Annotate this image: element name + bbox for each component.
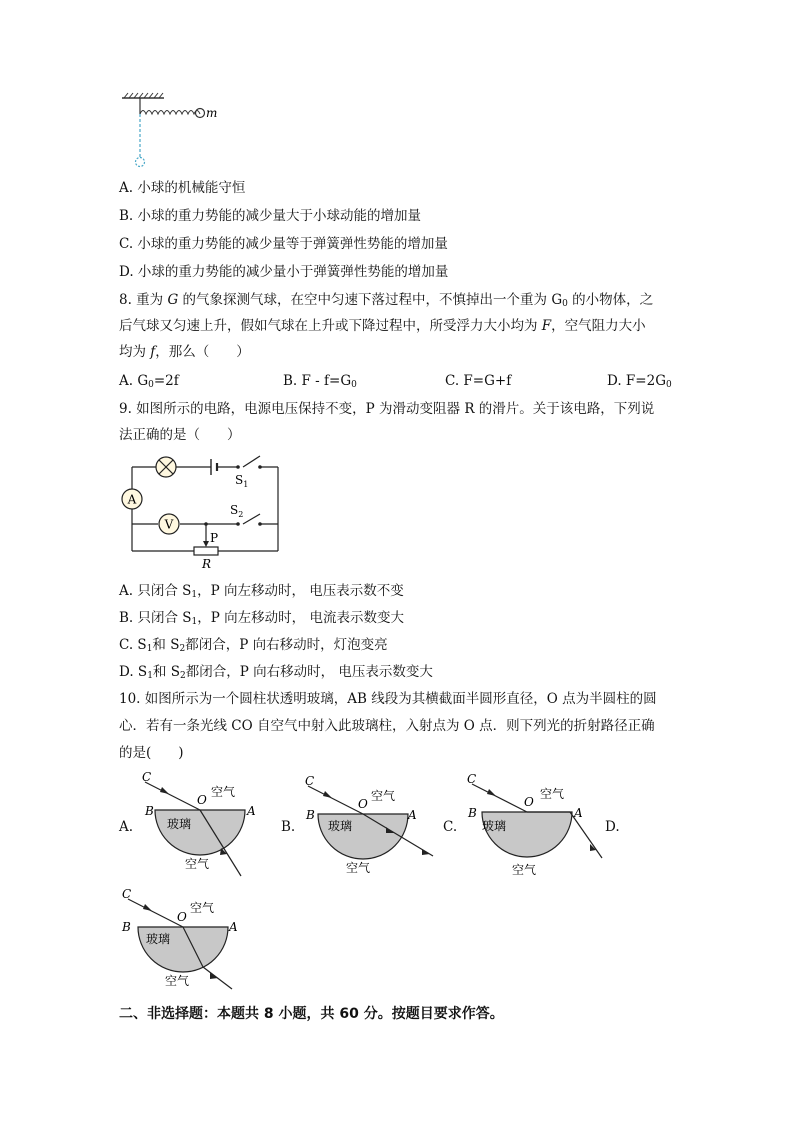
- q8-option-d: D. $F=2G_0$: [607, 373, 672, 390]
- svg-text:A: A: [127, 492, 137, 507]
- mass-label: m: [206, 106, 218, 120]
- svg-text:空气: 空气: [211, 785, 236, 799]
- svg-text:C: C: [305, 774, 315, 788]
- q7-option-d: D. 小球的重力势能的减少量小于弹簧弹性势能的增加量: [119, 264, 449, 280]
- svg-text:玻璃: 玻璃: [146, 932, 171, 946]
- svg-text:A: A: [408, 808, 417, 822]
- q8-option-a: A. $G_0=2f$: [119, 373, 179, 390]
- q7-option-b: B. 小球的重力势能的减少量大于小球动能的增加量: [119, 208, 422, 224]
- section-2-heading: 二、非选择题：本题共 8 小题，共 60 分。按题目要求作答。: [119, 1006, 504, 1022]
- rheostat-r-label: R: [202, 557, 212, 571]
- svg-text:O: O: [524, 795, 534, 809]
- svg-text:空气: 空气: [190, 901, 215, 915]
- svg-text:C: C: [467, 772, 477, 786]
- q10-stem-line-1: 10. 如图所示为一个圆柱状透明玻璃，AB 线段为其横截面半圆形直径，O 点为半圆柱的圆: [119, 691, 657, 707]
- q9-option-d: D. $S_1$和 $S_2$都闭合，P 向右移动时， 电压表示数变大: [119, 664, 433, 681]
- svg-text:空气: 空气: [512, 863, 537, 877]
- q9-stem-line-2: 法正确的是（ ）: [119, 427, 241, 443]
- spring-figure: [118, 92, 238, 172]
- q9-option-a: A. 只闭合 $S_1$，P 向左移动时， 电压表示数不变: [119, 583, 404, 600]
- refraction-figure-c: [462, 770, 607, 885]
- q9-option-c: C. $S_1$和 $S_2$都闭合，P 向右移动时，灯泡变亮: [119, 637, 388, 654]
- svg-text:A: A: [229, 920, 238, 934]
- svg-text:玻璃: 玻璃: [328, 819, 353, 833]
- svg-text:C: C: [122, 887, 132, 901]
- q10-option-b-label: B.: [281, 819, 296, 835]
- refraction-figure-a: [135, 768, 260, 883]
- svg-text:O: O: [177, 910, 187, 924]
- q10-option-a-label: A.: [119, 819, 134, 835]
- svg-text:空气: 空气: [185, 857, 210, 871]
- circuit-diagram: [118, 452, 288, 574]
- q8-stem-line-1: 8. 重为 G 的气象探测气球，在空中匀速下落过程中，不慎掉出一个重为 $G_0$ 的小物体，之: [119, 292, 654, 309]
- q8-option-c: C. F=G+f: [445, 373, 512, 389]
- q10-stem-line-2: 心．若有一条光线 CO 自空气中射入此玻璃柱，入射点为 O 点．则下列光的折射路径正确: [119, 718, 655, 734]
- q7-option-c: C. 小球的重力势能的减少量等于弹簧弹性势能的增加量: [119, 236, 448, 252]
- svg-text:空气: 空气: [346, 861, 371, 875]
- refraction-figure-b: [298, 772, 443, 887]
- q10-stem-line-3: 的是( ): [119, 745, 184, 761]
- q8-stem-line-2: 后气球又匀速上升，假如气球在上升或下降过程中，所受浮力大小均为 F，空气阻力大小: [119, 318, 646, 334]
- voltmeter-icon: [159, 514, 179, 534]
- lamp-icon: [156, 457, 176, 477]
- svg-text:O: O: [197, 793, 207, 807]
- svg-text:B: B: [306, 808, 315, 822]
- q9-stem-line-1: 9. 如图所示的电路，电源电压保持不变，P 为滑动变阻器 R 的滑片。关于该电路，下列说: [119, 401, 655, 417]
- svg-text:A: A: [574, 806, 583, 820]
- svg-text:A: A: [247, 804, 256, 818]
- q10-option-c-label: C.: [443, 819, 458, 835]
- ammeter-icon: [122, 489, 142, 509]
- q9-option-b: B. 只闭合 $S_1$，P 向左移动时， 电流表示数变大: [119, 610, 404, 627]
- svg-text:O: O: [358, 797, 368, 811]
- q7-option-a: A. 小球的机械能守恒: [119, 180, 246, 196]
- svg-text:B: B: [145, 804, 154, 818]
- svg-text:玻璃: 玻璃: [482, 819, 507, 833]
- q10-option-d-label: D.: [605, 819, 620, 835]
- switch-s1-label: $S_1$: [235, 473, 249, 489]
- svg-text:B: B: [122, 920, 131, 934]
- switch-s2-label: $S_2$: [230, 503, 244, 519]
- q8-stem-line-3: 均为 f，那么（ ）: [119, 344, 250, 360]
- slider-p-label: P: [210, 531, 219, 545]
- svg-text:空气: 空气: [371, 789, 396, 803]
- svg-text:空气: 空气: [540, 787, 565, 801]
- refraction-figure-d: [118, 885, 243, 995]
- svg-text:玻璃: 玻璃: [167, 817, 192, 831]
- svg-text:C: C: [142, 770, 152, 784]
- q8-option-b: B. $F - f=G_0$: [283, 373, 357, 390]
- svg-text:B: B: [468, 806, 477, 820]
- svg-text:V: V: [164, 517, 174, 532]
- svg-text:空气: 空气: [165, 974, 190, 988]
